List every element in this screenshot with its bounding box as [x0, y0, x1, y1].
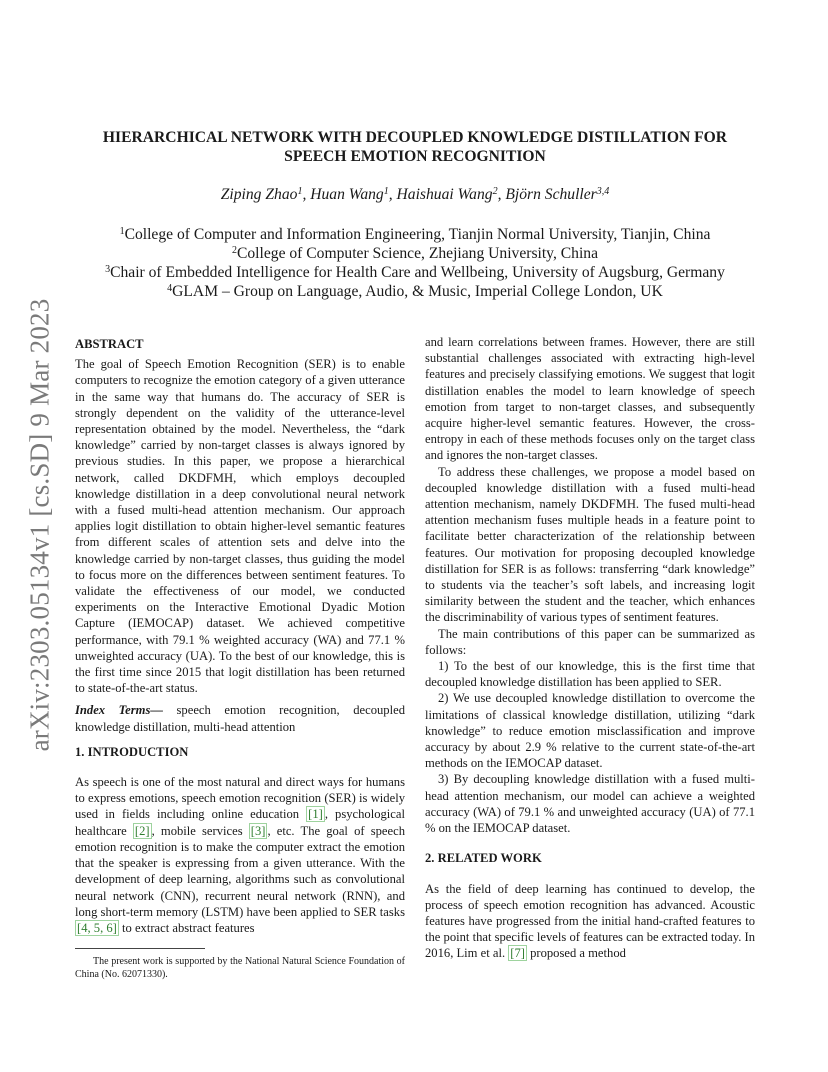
author-name: Ziping Zhao [220, 186, 298, 203]
affil-sup: 1 [119, 226, 125, 237]
intro-text: , psychological healthcare [75, 807, 405, 838]
related-work-paragraph [425, 881, 755, 962]
paper-title [80, 128, 750, 166]
related-text: As the field of deep learning has continued to develop, the process of speech emotion recognition has advanced. Acoustic features have progressed from the initial hand-crafted features to the point that specific levels of features can be extracted today. In 2016, Lim et al. [425, 881, 755, 961]
title-line-2: SPEECH EMOTION RECOGNITION [284, 148, 546, 165]
citation-link[interactable]: [4, 5, 6] [77, 920, 117, 935]
affil-text: Chair of Embedded Intelligence for Health Care and Wellbeing, University of Augsburg, Germany [110, 264, 725, 281]
left-column [75, 336, 405, 936]
contribution-item: 3) By decoupling knowledge distillation with a fused multi-head attention mechanism, our model can achieve a weighted accuracy (WA) of 79.1 % and unweighted accuracy (UA) of 77.1 % on the IEMOCAP dataset. [425, 772, 755, 836]
intro-text: As speech is one of the most natural and direct ways for humans to express emotions, speech emotion recognition (SER) is widely used in fields including online education [75, 775, 405, 822]
intro-text: , mobile services [151, 823, 249, 838]
intro-text: to extract abstract features [118, 920, 255, 935]
related-text: proposed a method [526, 946, 626, 961]
intro-heading: 1. INTRODUCTION [75, 744, 189, 759]
affil-sup: 4 [167, 283, 173, 294]
affil-sup: 3 [105, 264, 111, 275]
right-column [425, 334, 755, 962]
abstract-heading: ABSTRACT [75, 337, 144, 351]
body-paragraph: To address these challenges, we propose a model based on decoupled knowledge distillation with a fused multi-head attention mechanism, namely DKDFMH. The fused multi-head attention mechanism fuses multiple heads in a feature point to facilitate better characterization of the relationship between features. Our motivation for proposing decoupled knowledge distillation for SER is as follows: transferring “dark knowledge” to students via the teacher’s soft labels, and increasing logit similarity between the student and the teacher, which enhances the discriminability of various types of sentiment features. [425, 464, 755, 625]
affil-text: College of Computer and Information Engineering, Tianjin Normal University, Tianjin, China [124, 226, 711, 243]
affiliation [80, 282, 750, 301]
citation-link[interactable]: [1] [308, 807, 323, 822]
affil-text: GLAM – Group on Language, Audio, & Music, Imperial College London, UK [172, 283, 663, 300]
index-terms-text: speech emotion recognition, decoupled knowledge distillation, multi-head attention [75, 703, 405, 734]
affiliation [80, 263, 750, 282]
index-terms-label: Index Terms— [75, 703, 163, 718]
affiliation [80, 225, 750, 244]
contribution-item: 1) To the best of our knowledge, this is the first time that decoupled knowledge distillation has been applied to SER. [425, 659, 755, 690]
author-affil-sup: 2 [492, 186, 498, 197]
author-name: Haishuai Wang [396, 186, 493, 203]
citation-link[interactable]: [3] [250, 823, 266, 838]
affiliation-list [80, 225, 750, 301]
affil-sup: 2 [231, 245, 237, 256]
affiliation [80, 244, 750, 263]
affil-text: College of Computer Science, Zhejiang University, China [236, 245, 599, 262]
author-affil-sup: 3,4 [596, 186, 610, 197]
author-affil-sup: 1 [383, 186, 389, 197]
intro-paragraph [75, 774, 405, 936]
footnote-rule [75, 948, 205, 949]
citation-link[interactable]: [7] [510, 946, 525, 961]
body-paragraph: and learn correlations between frames. However, there are still substantial challenges associated with extracting high-level features and precisely classifying emotions. We suggest that logit distillation enables the model to learn knowledge of speech emotion from target to non-target classes, and subsequently acquire higher-level semantic features. However, the cross-entropy in each of these methods focuses only on the target class and ignores the non-target classes. [425, 335, 755, 463]
arxiv-identifier [20, 290, 60, 760]
intro-text: , etc. The goal of speech emotion recognition is to make the computer extract the emotion that the speaker is expressing from a given utterance. With the development of deep learning, algorithms such as convolutional neural network (CNN), recurrent neural network (RNN), and long short-term memory (LSTM) have been applied to SER tasks [75, 823, 406, 919]
index-terms [75, 702, 405, 734]
arxiv-id-text: arXiv:2303.05134v1 [cs.SD] 9 Mar 2023 [24, 298, 55, 752]
contribution-item: 2) We use decoupled knowledge distillation to overcome the limitations of classical knowledge distillation, utilizing “dark knowledge” to reduce emotion misclassification and improve accuracy by about 2.9 % relative to the current state-of-the-art methods on the IEMOCAP dataset. [425, 691, 755, 771]
author-name: Huan Wang [310, 186, 384, 203]
citation-link[interactable]: [2] [134, 823, 150, 838]
author-affil-sup: 1 [297, 186, 303, 197]
related-work-heading: 2. RELATED WORK [425, 851, 542, 866]
author-list: Ziping Zhao$^1$, Huan Wang$^1$, Haishuai Wang$^2$, Björn Schuller$^{3,4}$ [220, 186, 610, 203]
footnote-text: The present work is supported by the National Natural Science Foundation of China (No. 62071330). [75, 956, 405, 980]
author-name: Björn Schuller [505, 186, 597, 203]
abstract-text: The goal of Speech Emotion Recognition (SER) is to enable computers to recognize the emotion category of a given utterance in the same way that humans do. The accuracy of SER is strongly dependent on the validity of the utterance-level representation obtained by the model. Nevertheless, the “dark knowledge” carried by non-target classes is always ignored by previous studies. In this paper, we propose a hierarchical network, called DKDFMH, which employs decoupled knowledge distillation in a deep convolutional neural network with a fused multi-head attention mechanism. Our approach applies logit distillation to obtain higher-level semantic features from different scales of attention sets and delve into the knowledge carried by non-target classes, thus guiding the model to focus more on the differences between sentiment features. To validate the effectiveness of our model, we conducted experiments on the Interactive Emotional Dyadic Motion Capture (IEMOCAP) dataset. We achieved competitive performance, with 79.1 % weighted accuracy (WA) and 77.1 % unweighted accuracy (UA). To the best of our knowledge, this is the first time since 2015 that logit distillation has been returned to state-of-the-art status. [75, 357, 405, 696]
footnote [75, 948, 405, 981]
body-paragraph: The main contributions of this paper can be summarized as follows: [425, 626, 755, 657]
title-line-1: HIERARCHICAL NETWORK WITH DECOUPLED KNOWLEDGE DISTILLATION FOR [102, 129, 728, 146]
